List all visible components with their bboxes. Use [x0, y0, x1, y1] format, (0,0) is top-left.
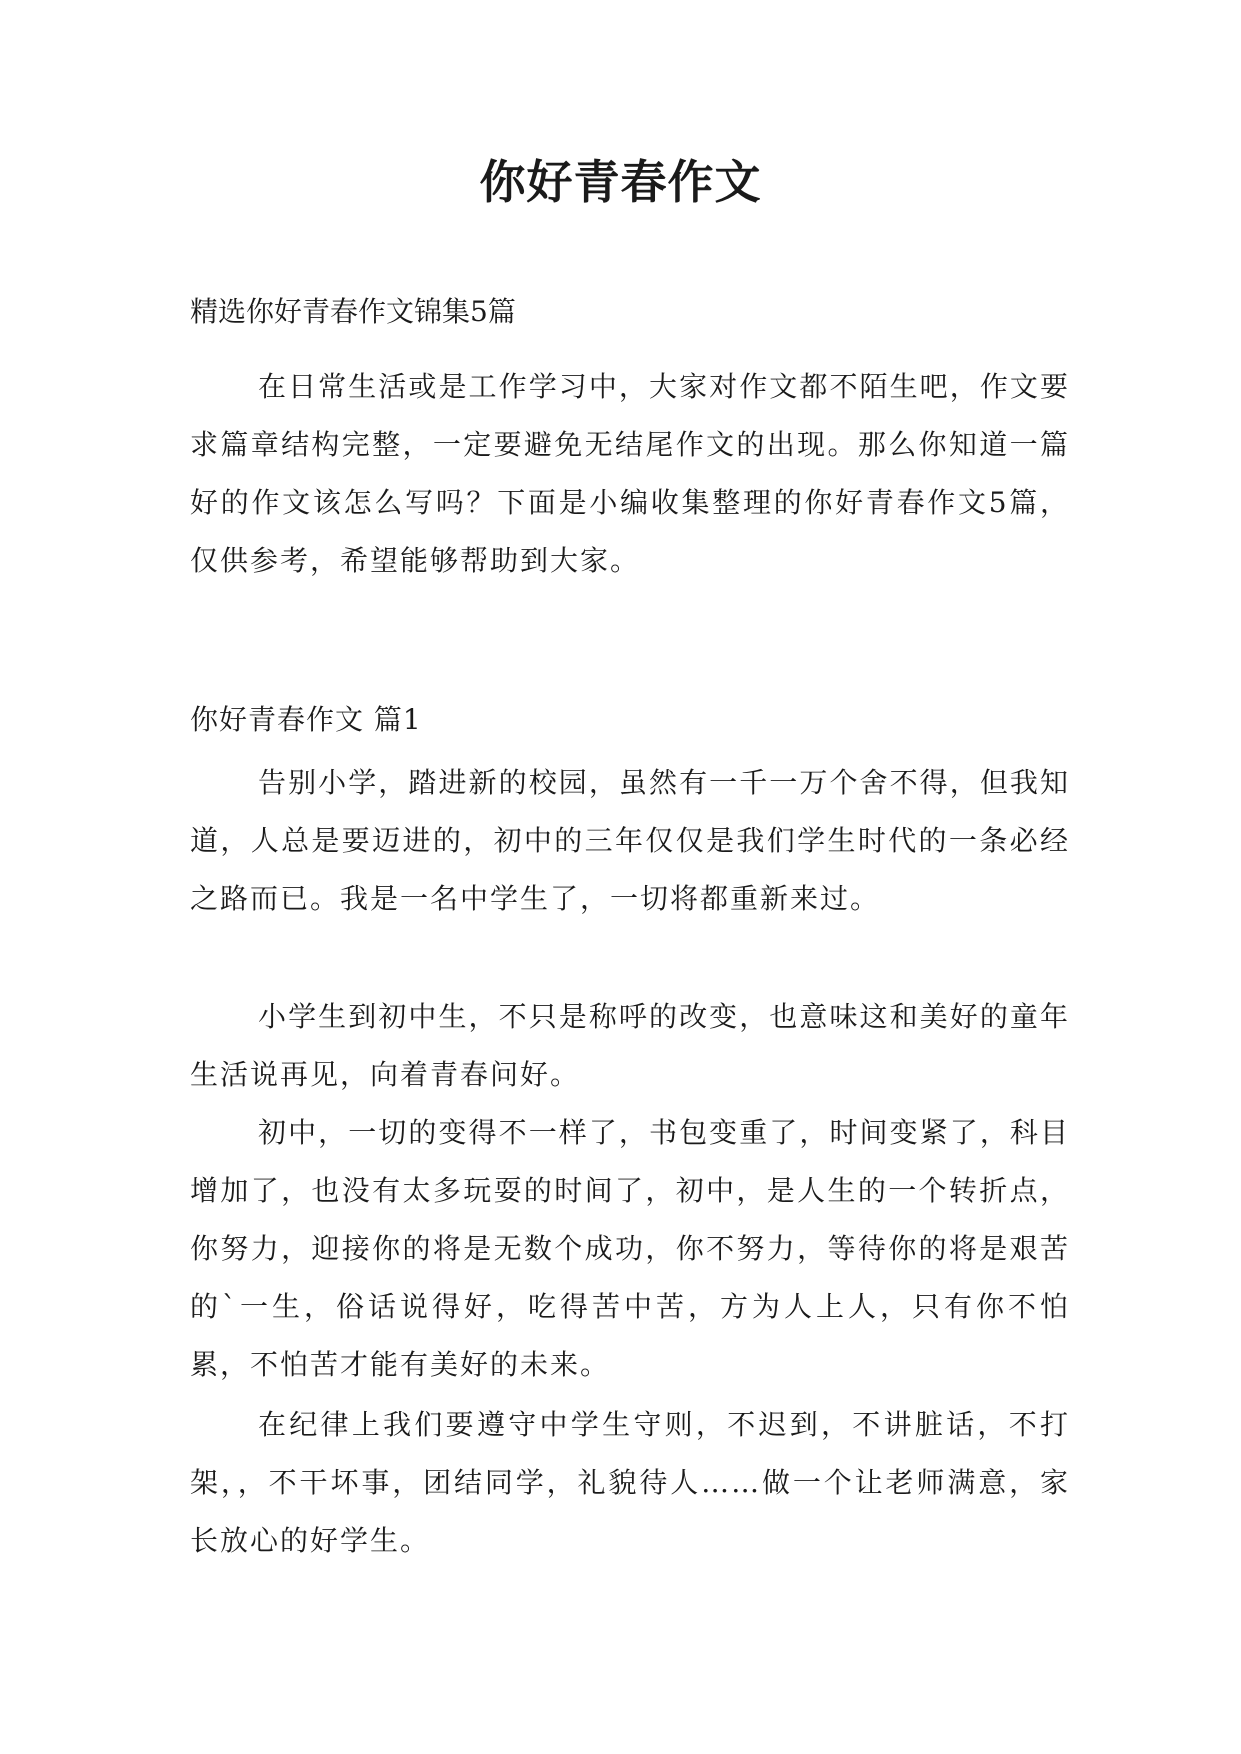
document-title: 你好青春作文 [479, 155, 762, 209]
body-paragraph-1: 告别小学，踏进新的校园，虽然有一千一万个舍不得，但我知道，人总是要迈进的，初中的三年仅仅是我们学生时代的一条必经之路而已。我是一名中学生了，一切将都重新来过。 [190, 766, 1070, 915]
intro-paragraph: 在日常生活或是工作学习中，大家对作文都不陌生吧，作文要求篇章结构完整，一定要避免无结尾作文的出现。那么你知道一篇好的作文该怎么写吗？下面是小编收集整理的你好青春作文5篇，仅供参考，希望能够帮助到大家。 [190, 370, 1070, 577]
document-subtitle: 精选你好青春作文锦集5篇 [190, 295, 516, 328]
body-paragraph-2: 小学生到初中生，不只是称呼的改变，也意味这和美好的童年生活说再见，向着青春问好。 [190, 1000, 1070, 1091]
section-heading: 你好青春作文 篇1 [190, 703, 422, 736]
body-paragraph-4: 在纪律上我们要遵守中学生守则，不迟到，不讲脏话，不打架，，不干坏事，团结同学，礼貌待人……做一个让老师满意，家长放心的好学生。 [190, 1408, 1070, 1557]
body-paragraph-3: 初中，一切的变得不一样了，书包变重了，时间变紧了，科目增加了，也没有太多玩耍的时间了，初中，是人生的一个转折点，你努力，迎接你的将是无数个成功，你不努力，等待你的将是艰苦的`一生，俗话说得好，吃得苦中苦，方为人上人，只有你不怕累，不怕苦才能有美好的未来。 [190, 1116, 1070, 1381]
